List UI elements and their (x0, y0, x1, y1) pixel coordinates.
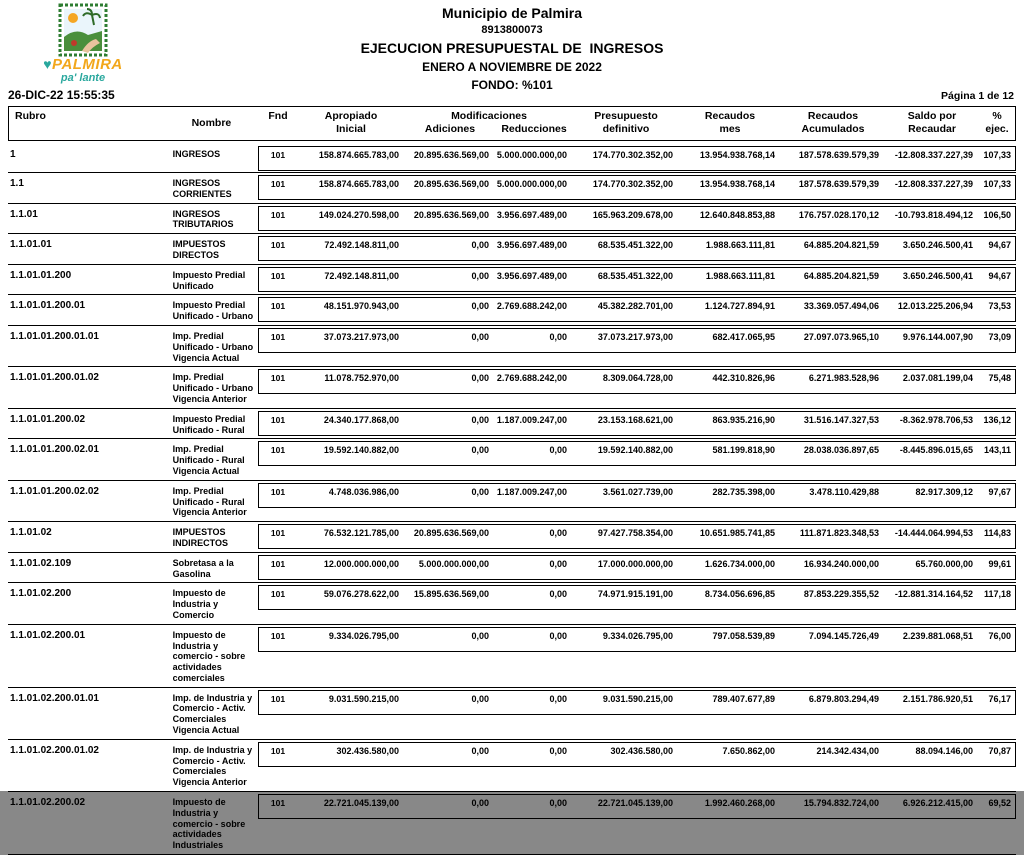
cell-recaudos-mes: 1.626.734.000,00 (704, 558, 775, 569)
cell-pct-ejec: 76,17 (988, 693, 1011, 704)
cell-recaudos-mes: 7.650.862,00 (722, 745, 775, 756)
cell-saldo-por-recaudar: -14.444.064.994,53 (894, 528, 973, 539)
cell-reducciones: 0,00 (549, 589, 567, 600)
cell-recaudos-mes: 10.651.985.741,85 (699, 528, 775, 539)
cell-recaudos-acumulados: 111.871.823.348,53 (799, 528, 879, 539)
cell-fnd: 101 (270, 745, 286, 756)
cell-reducciones: 0,00 (549, 693, 567, 704)
cell-rubro: 1.1 (10, 178, 24, 189)
cell-reducciones: 5.000.000.000,00 (496, 150, 567, 160)
col-header-apropiado: Apropiado Inicial (324, 110, 378, 136)
cell-apropiado-inicial: 9.334.026.795,00 (328, 630, 399, 641)
cell-recaudos-acumulados: 187.578.639.579,39 (798, 150, 879, 160)
col-header-nombre: Nombre (191, 117, 232, 129)
cell-nombre: INGRESOS TRIBUTARIOS (172, 208, 234, 230)
cell-adiciones: 15.895.636.569,00 (413, 589, 489, 600)
palmira-logo (18, 3, 148, 84)
cell-reducciones: 5.000.000.000,00 (496, 179, 567, 189)
cell-recaudos-acumulados: 16.934.240.000,00 (803, 558, 879, 569)
cell-nombre: Impuesto de Industria y Comercio (172, 588, 226, 620)
cell-pct-ejec: 117,18 (983, 589, 1011, 600)
cell-nombre: Impuesto Predial Unificado - Rural (172, 413, 246, 435)
title-block (0, 0, 1024, 92)
cell-fnd: 101 (270, 589, 286, 600)
row-values-box (258, 627, 1016, 652)
cell-apropiado-inicial: 4.748.036.986,00 (328, 486, 399, 497)
cell-saldo-por-recaudar: 88.094.146,00 (915, 745, 973, 756)
cell-apropiado-inicial: 149.024.270.598,00 (318, 209, 399, 220)
cell-recaudos-mes: 1.988.663.111,81 (705, 270, 775, 281)
cell-pct-ejec: 107,33 (983, 150, 1011, 160)
cell-saldo-por-recaudar: -8.445.896.015,65 (899, 445, 973, 456)
cell-saldo-por-recaudar: 2.151.786.920,51 (902, 693, 973, 704)
cell-adiciones: 0,00 (471, 240, 489, 251)
cell-pct-ejec: 99,61 (988, 558, 1011, 569)
cell-fnd: 101 (270, 445, 286, 456)
cell-presupuesto-definitivo: 174.770.302.352,00 (592, 179, 673, 189)
cell-presupuesto-definitivo: 3.561.027.739,00 (602, 486, 673, 497)
cell-pct-ejec: 136,12 (983, 414, 1011, 425)
cell-reducciones: 0,00 (549, 331, 567, 342)
col-header-adiciones: Adiciones (424, 123, 476, 136)
cell-rubro: 1.1.01.02 (10, 527, 52, 539)
cell-adiciones: 0,00 (471, 486, 489, 497)
col-header-pct-ejec: % ejec. (985, 110, 1009, 136)
cell-pct-ejec: 107,33 (983, 179, 1011, 189)
cell-fnd: 101 (270, 240, 286, 251)
cell-adiciones: 0,00 (471, 270, 489, 281)
cell-nombre: Imp. de Industria y Comercio - Activ. Comerciales Vigencia Actual (172, 692, 253, 736)
table-row (8, 688, 1016, 740)
cell-recaudos-mes: 12.640.848.853,88 (699, 209, 775, 220)
cell-nombre: IMPUESTOS INDIRECTOS (172, 527, 229, 548)
cell-rubro: 1.1.01.02.200.01.01 (10, 692, 99, 704)
row-values-box (258, 175, 1016, 200)
cell-rubro: 1.1.01.02.200.02 (10, 797, 86, 809)
table-row (8, 439, 1016, 480)
cell-pct-ejec: 69,52 (988, 798, 1011, 809)
cell-nombre: Imp. Predial Unificado - Urbano Vigencia Actual (172, 330, 254, 363)
table-row (8, 326, 1016, 367)
cell-presupuesto-definitivo: 68.535.451.322,00 (597, 240, 673, 251)
cell-saldo-por-recaudar: -8.362.978.706,53 (899, 414, 973, 425)
cell-recaudos-mes: 682.417.065,95 (712, 331, 775, 342)
cell-nombre: Imp. Predial Unificado - Urbano Vigencia Anterior (172, 372, 254, 404)
cell-recaudos-acumulados: 6.879.803.294,49 (808, 693, 879, 704)
cell-presupuesto-definitivo: 9.031.590.215,00 (602, 693, 673, 704)
cell-recaudos-acumulados: 6.271.983.528,96 (808, 373, 879, 384)
cell-rubro: 1.1.01.01.200.01.01 (10, 330, 99, 342)
row-values-box (258, 524, 1016, 549)
cell-fnd: 101 (270, 179, 286, 189)
cell-apropiado-inicial: 59.076.278.622,00 (323, 589, 399, 600)
cell-fnd: 101 (270, 693, 286, 704)
table-header-row (8, 106, 1016, 141)
cell-reducciones: 0,00 (549, 558, 567, 569)
cell-pct-ejec: 114,83 (983, 528, 1011, 539)
cell-reducciones: 3.956.697.489,00 (496, 240, 567, 251)
cell-pct-ejec: 94,67 (988, 240, 1011, 251)
cell-nombre: Impuesto Predial Unificado - Urbano (172, 300, 254, 322)
cell-recaudos-acumulados: 187.578.639.579,39 (798, 179, 879, 189)
col-header-presupuesto: Presupuesto definitivo (594, 110, 658, 136)
table-row (8, 265, 1016, 296)
cell-presupuesto-definitivo: 17.000.000.000,00 (597, 558, 673, 569)
cell-nombre: IMPUESTOS DIRECTOS (172, 239, 226, 260)
cell-recaudos-mes: 13.954.938.768,14 (699, 179, 775, 189)
cell-presupuesto-definitivo: 37.073.217.973,00 (597, 331, 673, 342)
cell-rubro: 1.1.01.01 (10, 239, 52, 251)
cell-apropiado-inicial: 37.073.217.973,00 (323, 331, 399, 342)
col-header-reducciones: Reducciones (501, 123, 567, 136)
cell-recaudos-mes: 282.735.398,00 (712, 486, 775, 497)
cell-fnd: 101 (270, 414, 286, 425)
cell-fnd: 101 (270, 150, 286, 160)
cell-reducciones: 0,00 (549, 528, 567, 539)
table-row (8, 553, 1016, 584)
row-values-box (258, 555, 1016, 580)
cell-adiciones: 0,00 (471, 414, 489, 425)
cell-saldo-por-recaudar: 2.037.081.199,04 (902, 373, 973, 384)
col-header-rubro: Rubro (15, 110, 46, 122)
cell-rubro: 1.1.01.02.109 (10, 557, 72, 569)
cell-presupuesto-definitivo: 8.309.064.728,00 (602, 373, 673, 384)
row-values-box (258, 742, 1016, 767)
cell-recaudos-acumulados: 87.853.229.355,52 (803, 589, 879, 600)
cell-reducciones: 2.769.688.242,00 (496, 301, 567, 312)
cell-apropiado-inicial: 19.592.140.882,00 (323, 445, 399, 456)
row-values-box (258, 369, 1016, 394)
cell-nombre: Sobretasa a la Gasolina (172, 557, 234, 579)
page-indicator: Página 1 de 12 (941, 90, 1014, 102)
col-header-recaudos-mes: Recaudos mes (704, 110, 756, 136)
cell-saldo-por-recaudar: 2.239.881.068,51 (902, 630, 973, 641)
report-period: ENERO A NOVIEMBRE DE 2022 (422, 60, 602, 74)
cell-adiciones: 0,00 (471, 693, 489, 704)
budget-table (8, 106, 1016, 855)
row-values-box (258, 328, 1016, 353)
cell-recaudos-acumulados: 176.757.028.170,12 (798, 209, 879, 220)
cell-apropiado-inicial: 302.436.580,00 (336, 745, 399, 756)
cell-reducciones: 2.769.688.242,00 (496, 373, 567, 384)
cell-pct-ejec: 73,09 (988, 331, 1011, 342)
cell-pct-ejec: 143,11 (983, 445, 1011, 456)
cell-presupuesto-definitivo: 19.592.140.882,00 (597, 445, 673, 456)
col-header-saldo: Saldo por Recaudar (907, 110, 957, 136)
cell-adiciones: 0,00 (471, 445, 489, 456)
cell-pct-ejec: 97,67 (988, 486, 1011, 497)
cell-apropiado-inicial: 72.492.148.811,00 (324, 270, 399, 281)
cell-fnd: 101 (270, 798, 286, 809)
cell-presupuesto-definitivo: 174.770.302.352,00 (592, 150, 673, 160)
cell-reducciones: 0,00 (549, 798, 567, 809)
cell-adiciones: 20.895.636.569,00 (413, 179, 489, 189)
cell-saldo-por-recaudar: 3.650.246.500,41 (902, 270, 973, 281)
cell-rubro: 1.1.01.01.200.02 (10, 413, 86, 425)
cell-fnd: 101 (270, 270, 286, 281)
cell-recaudos-acumulados: 3.478.110.429,88 (809, 486, 879, 497)
row-values-box (258, 441, 1016, 466)
cell-nombre: Imp. Predial Unificado - Rural Vigencia Actual (172, 444, 245, 476)
cell-recaudos-mes: 863.935.216,90 (712, 414, 775, 425)
cell-apropiado-inicial: 24.340.177.868,00 (323, 414, 399, 425)
cell-pct-ejec: 76,00 (988, 630, 1011, 641)
cell-adiciones: 5.000.000.000,00 (418, 558, 489, 569)
table-row (8, 522, 1016, 553)
cell-saldo-por-recaudar: -12.808.337.227,39 (894, 150, 973, 160)
cell-rubro: 1 (10, 149, 16, 160)
cell-saldo-por-recaudar: 12.013.225.206,94 (897, 301, 973, 312)
cell-recaudos-mes: 8.734.056.696,85 (704, 589, 775, 600)
cell-apropiado-inicial: 12.000.000.000,00 (323, 558, 399, 569)
cell-rubro: 1.1.01 (10, 208, 38, 220)
col-header-fnd: Fnd (268, 110, 288, 122)
cell-fnd: 101 (270, 301, 286, 312)
cell-apropiado-inicial: 11.078.752.970,00 (324, 373, 399, 384)
report-header (0, 0, 1024, 106)
cell-rubro: 1.1.01.02.200 (10, 588, 72, 600)
table-row (8, 625, 1016, 688)
cell-adiciones: 0,00 (471, 630, 489, 641)
cell-adiciones: 20.895.636.569,00 (413, 528, 489, 539)
cell-fnd: 101 (270, 209, 286, 220)
cell-nombre: INGRESOS CORRIENTES (172, 178, 232, 199)
logo-tagline: pa' lante (60, 72, 106, 84)
table-row (8, 295, 1016, 326)
logo-wordmark: ♥PALMIRA (43, 56, 123, 73)
table-row (8, 792, 1016, 855)
cell-adiciones: 0,00 (471, 745, 489, 756)
cell-nombre: Impuesto de Industria y comercio - sobre actividades comerciales (172, 629, 246, 683)
cell-saldo-por-recaudar: -12.881.314.164,52 (894, 589, 973, 600)
row-values-box (258, 236, 1016, 261)
row-values-box (258, 794, 1016, 819)
cell-pct-ejec: 70,87 (988, 745, 1011, 756)
cell-apropiado-inicial: 76.532.121.785,00 (323, 528, 399, 539)
table-row (8, 173, 1016, 204)
table-row (8, 204, 1016, 235)
cell-rubro: 1.1.01.01.200.01.02 (10, 372, 99, 384)
cell-fnd: 101 (270, 528, 286, 539)
col-header-modificaciones: Modificaciones Adiciones Reducciones (405, 110, 573, 136)
table-row (8, 583, 1016, 624)
cell-apropiado-inicial: 48.151.970.943,00 (323, 301, 399, 312)
cell-pct-ejec: 94,67 (988, 270, 1011, 281)
cell-apropiado-inicial: 9.031.590.215,00 (328, 693, 399, 704)
cell-adiciones: 0,00 (471, 301, 489, 312)
cell-recaudos-acumulados: 64.885.204.821,59 (803, 240, 879, 251)
cell-saldo-por-recaudar: -12.808.337.227,39 (894, 179, 973, 189)
cell-pct-ejec: 73,53 (988, 301, 1011, 312)
cell-presupuesto-definitivo: 22.721.045.139,00 (597, 798, 673, 809)
table-body (8, 144, 1016, 855)
nit-number: 8913800073 (481, 24, 543, 36)
cell-recaudos-acumulados: 214.342.434,00 (816, 745, 879, 756)
cell-presupuesto-definitivo: 23.153.168.621,00 (597, 414, 673, 425)
cell-recaudos-acumulados: 28.038.036.897,65 (803, 445, 879, 456)
cell-rubro: 1.1.01.01.200.02.01 (10, 444, 99, 456)
cell-fnd: 101 (270, 373, 286, 384)
cell-nombre: Imp. de Industria y Comercio - Activ. Comerciales Vigencia Anterior (172, 744, 253, 788)
cell-presupuesto-definitivo: 97.427.758.354,00 (597, 528, 673, 539)
print-datetime: 26-DIC-22 15:55:35 (8, 88, 115, 102)
cell-saldo-por-recaudar: 65.760.000,00 (915, 558, 973, 569)
cell-apropiado-inicial: 72.492.148.811,00 (324, 240, 399, 251)
cell-fnd: 101 (270, 558, 286, 569)
cell-rubro: 1.1.01.02.200.01 (10, 629, 86, 641)
cell-apropiado-inicial: 22.721.045.139,00 (323, 798, 399, 809)
cell-adiciones: 20.895.636.569,00 (413, 150, 489, 160)
cell-reducciones: 0,00 (549, 445, 567, 456)
cell-nombre: Imp. Predial Unificado - Rural Vigencia Anterior (172, 485, 247, 518)
row-values-box (258, 146, 1016, 171)
cell-recaudos-mes: 1.124.727.894,91 (704, 301, 775, 312)
heart-icon: ♥ (43, 56, 53, 72)
row-values-box (258, 411, 1016, 436)
cell-recaudos-acumulados: 64.885.204.821,59 (803, 270, 879, 281)
cell-presupuesto-definitivo: 165.963.209.678,00 (592, 209, 673, 220)
cell-adiciones: 0,00 (471, 373, 489, 384)
cell-nombre: Impuesto Predial Unificado (172, 269, 246, 291)
cell-presupuesto-definitivo: 302.436.580,00 (610, 745, 673, 756)
col-header-values (259, 107, 1015, 136)
cell-rubro: 1.1.01.01.200.02.02 (10, 485, 99, 497)
cell-reducciones: 3.956.697.489,00 (496, 209, 567, 220)
cell-recaudos-mes: 442.310.826,96 (712, 373, 775, 384)
cell-saldo-por-recaudar: 82.917.309,12 (915, 486, 973, 497)
table-row (8, 409, 1016, 440)
cell-recaudos-acumulados: 33.369.057.494,06 (803, 301, 879, 312)
cell-recaudos-mes: 581.199.818,90 (712, 445, 775, 456)
col-header-recaudos-acumulados: Recaudos Acumulados (801, 110, 865, 136)
cell-recaudos-acumulados: 15.794.832.724,00 (803, 798, 879, 809)
cell-presupuesto-definitivo: 68.535.451.322,00 (597, 270, 673, 281)
report-title: EJECUCION PRESUPUESTAL DE INGRESOS (360, 40, 664, 56)
cell-fnd: 101 (270, 486, 286, 497)
table-row (8, 234, 1016, 265)
cell-reducciones: 1.187.009.247,00 (496, 414, 567, 425)
cell-fnd: 101 (270, 331, 286, 342)
cell-reducciones: 3.956.697.489,00 (496, 270, 567, 281)
cell-recaudos-acumulados: 31.516.147.327,53 (803, 414, 879, 425)
cell-recaudos-mes: 1.992.460.268,00 (704, 798, 775, 809)
cell-adiciones: 0,00 (471, 798, 489, 809)
cell-adiciones: 20.895.636.569,00 (413, 209, 489, 220)
table-row (8, 367, 1016, 408)
cell-recaudos-mes: 789.407.677,89 (712, 693, 775, 704)
cell-recaudos-acumulados: 27.097.073.965,10 (803, 331, 879, 342)
row-values-box (258, 297, 1016, 322)
cell-pct-ejec: 106,50 (983, 209, 1011, 220)
row-values-box (258, 690, 1016, 715)
logo-emblem-icon (18, 3, 148, 57)
cell-recaudos-acumulados: 7.094.145.726,49 (808, 630, 879, 641)
cell-reducciones: 0,00 (549, 630, 567, 641)
cell-apropiado-inicial: 158.874.665.783,00 (318, 150, 399, 160)
cell-nombre: INGRESOS (172, 149, 221, 159)
cell-recaudos-mes: 13.954.938.768,14 (699, 150, 775, 160)
cell-saldo-por-recaudar: -10.793.818.494,12 (894, 209, 973, 220)
cell-saldo-por-recaudar: 9.976.144.007,90 (902, 331, 973, 342)
cell-rubro: 1.1.01.02.200.01.02 (10, 744, 99, 756)
cell-adiciones: 0,00 (471, 331, 489, 342)
cell-rubro: 1.1.01.01.200 (10, 269, 72, 281)
cell-recaudos-mes: 1.988.663.111,81 (705, 240, 775, 251)
cell-reducciones: 1.187.009.247,00 (496, 486, 567, 497)
row-values-box (258, 483, 1016, 508)
cell-saldo-por-recaudar: 6.926.212.415,00 (902, 798, 973, 809)
cell-presupuesto-definitivo: 9.334.026.795,00 (602, 630, 673, 641)
cell-saldo-por-recaudar: 3.650.246.500,41 (902, 240, 973, 251)
table-row (8, 740, 1016, 792)
cell-reducciones: 0,00 (549, 745, 567, 756)
row-values-box (258, 206, 1016, 231)
municipality-title: Municipio de Palmira (441, 5, 583, 21)
row-values-box (258, 267, 1016, 292)
fondo-label: FONDO: %101 (471, 78, 553, 92)
table-row (8, 481, 1016, 522)
cell-fnd: 101 (270, 630, 286, 641)
cell-presupuesto-definitivo: 45.382.282.701,00 (597, 301, 673, 312)
cell-rubro: 1.1.01.01.200.01 (10, 300, 86, 312)
row-values-box (258, 585, 1016, 610)
cell-recaudos-mes: 797.058.539,89 (712, 630, 775, 641)
table-row (8, 144, 1016, 173)
cell-presupuesto-definitivo: 74.971.915.191,00 (597, 589, 673, 600)
cell-apropiado-inicial: 158.874.665.783,00 (318, 179, 399, 189)
cell-nombre: Impuesto de Industria y comercio - sobre actividades Industriales (172, 797, 246, 851)
cell-pct-ejec: 75,48 (988, 373, 1011, 384)
